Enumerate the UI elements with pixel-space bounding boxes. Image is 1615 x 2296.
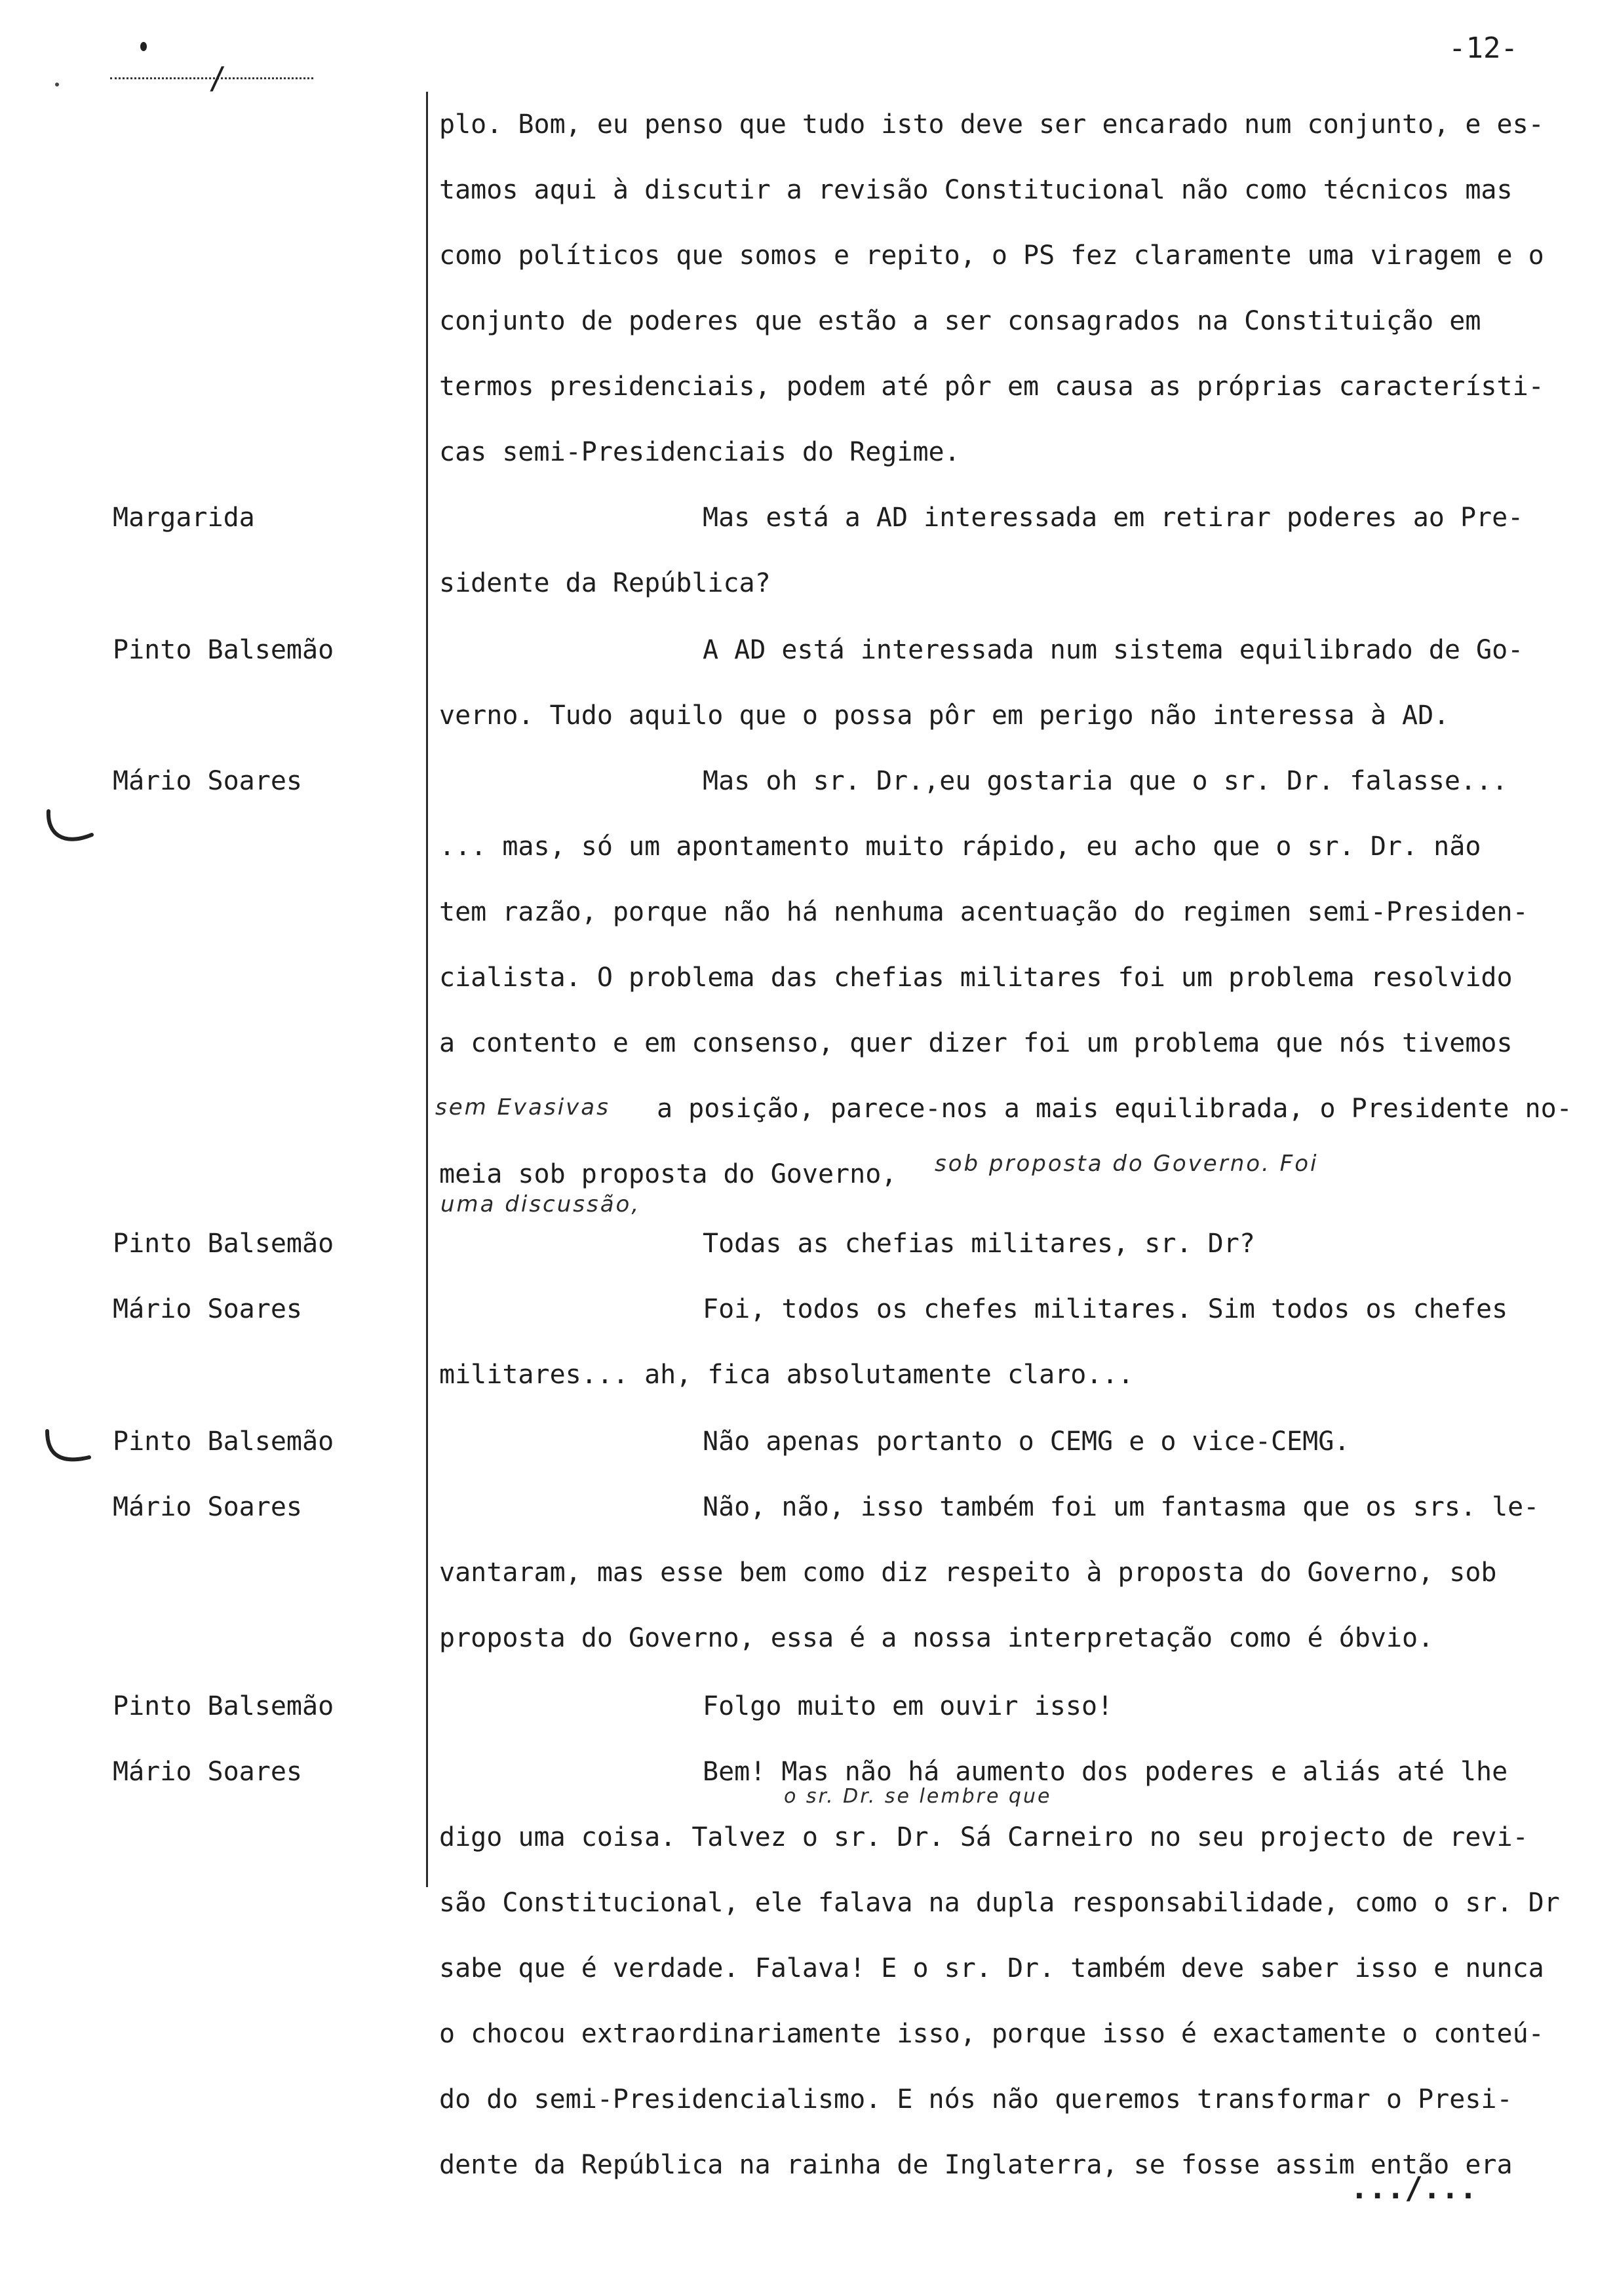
text-line: termos presidenciais, podem até pôr em causa as próprias característi- [439, 372, 1544, 402]
text-line: sidente da República? [439, 568, 771, 598]
ink-dot [55, 83, 59, 86]
text-line: Mas está a AD interessada em retirar poderes ao Pre- [703, 503, 1524, 533]
text-line: Folgo muito em ouvir isso! [703, 1691, 1114, 1721]
text-line: Mas oh sr. Dr.,eu gostaria que o sr. Dr. falasse... [703, 766, 1508, 796]
text-line: meia sob proposta do Governo, [439, 1159, 897, 1189]
margin-rule [426, 92, 428, 1887]
text-line: tem razão, porque não há nenhuma acentuação do regimen semi-Presiden- [439, 897, 1528, 927]
handwritten-insert: sob proposta do Governo. Foi [935, 1151, 1319, 1177]
text-line: a posição, parece-nos a mais equilibrada, o Presidente no- [657, 1094, 1572, 1124]
speaker-mario-soares: Mário Soares [113, 1492, 302, 1522]
text-line: tamos aqui à discutir a revisão Constitucional não como técnicos mas [439, 175, 1513, 205]
handwritten-insert: uma discussão, [440, 1191, 641, 1217]
text-line: proposta do Governo, essa é a nossa interpretação como é óbvio. [439, 1623, 1434, 1653]
text-line: sabe que é verdade. Falava! E o sr. Dr. também deve saber isso e nunca [439, 1953, 1544, 1983]
speaker-pinto-balsemao: Pinto Balsemão [113, 1229, 334, 1259]
margin-bracket-mark [42, 1427, 94, 1473]
text-line: ... mas, só um apontamento muito rápido, eu acho que o sr. Dr. não [439, 832, 1481, 862]
text-line: vantaram, mas esse bem como diz respeito à proposta do Governo, sob [439, 1558, 1497, 1588]
handwritten-insert: o sr. Dr. se lembre que [784, 1785, 1052, 1808]
text-line: Não apenas portanto o CEMG e o vice-CEMG. [703, 1426, 1350, 1457]
speaker-mario-soares: Mário Soares [113, 1294, 302, 1324]
speaker-pinto-balsemao: Pinto Balsemão [113, 1426, 334, 1457]
text-line: conjunto de poderes que estão a ser consagrados na Constituição em [439, 306, 1481, 336]
continuation-marker: .../... [1350, 2170, 1477, 2206]
text-line: são Constitucional, ele falava na dupla responsabilidade, como o sr. Dr [439, 1888, 1560, 1918]
text-line: verno. Tudo aquilo que o possa pôr em perigo não interessa à AD. [439, 700, 1450, 731]
text-line: digo uma coisa. Talvez o sr. Dr. Sá Carneiro no seu projecto de revi- [439, 1822, 1528, 1852]
margin-bracket-mark [43, 807, 96, 853]
text-line: cas semi-Presidenciais do Regime. [439, 437, 960, 467]
text-line: plo. Bom, eu penso que tudo isto deve ser encarado num conjunto, e es- [439, 109, 1544, 140]
speaker-mario-soares: Mário Soares [113, 766, 302, 796]
text-line: cialista. O problema das chefias militares foi um problema resolvido [439, 963, 1513, 993]
text-line: Todas as chefias militares, sr. Dr? [703, 1229, 1255, 1259]
text-line: o chocou extraordinariamente isso, porque isso é exactamente o conteú- [439, 2019, 1544, 2049]
text-line: a contento e em consenso, quer dizer foi um problema que nós tivemos [439, 1028, 1513, 1058]
speaker-pinto-balsemao: Pinto Balsemão [113, 1691, 334, 1721]
speaker-margarida: Margarida [113, 503, 255, 533]
text-line: Foi, todos os chefes militares. Sim todos os chefes [703, 1294, 1508, 1324]
text-line: Bem! Mas não há aumento dos poderes e aliás até lhe [703, 1757, 1508, 1787]
text-line: dente da República na rainha de Inglaterra, se fosse assim então era [439, 2150, 1513, 2180]
text-line: militares... ah, fica absolutamente claro... [439, 1360, 1134, 1390]
speaker-mario-soares: Mário Soares [113, 1757, 302, 1787]
header-slash: / [208, 60, 227, 96]
handwritten-insert: sem Evasivas [435, 1094, 610, 1120]
ink-dot [140, 42, 147, 51]
text-line: como políticos que somos e repito, o PS fez claramente uma viragem e o [439, 240, 1544, 271]
text-line: A AD está interessada num sistema equilibrado de Go- [703, 635, 1524, 665]
text-line: do do semi-Presidencialismo. E nós não queremos transformar o Presi- [439, 2084, 1513, 2114]
text-line: Não, não, isso também foi um fantasma que os srs. le- [703, 1492, 1540, 1522]
page-number: -12- [1449, 31, 1518, 65]
speaker-pinto-balsemao: Pinto Balsemão [113, 635, 334, 665]
